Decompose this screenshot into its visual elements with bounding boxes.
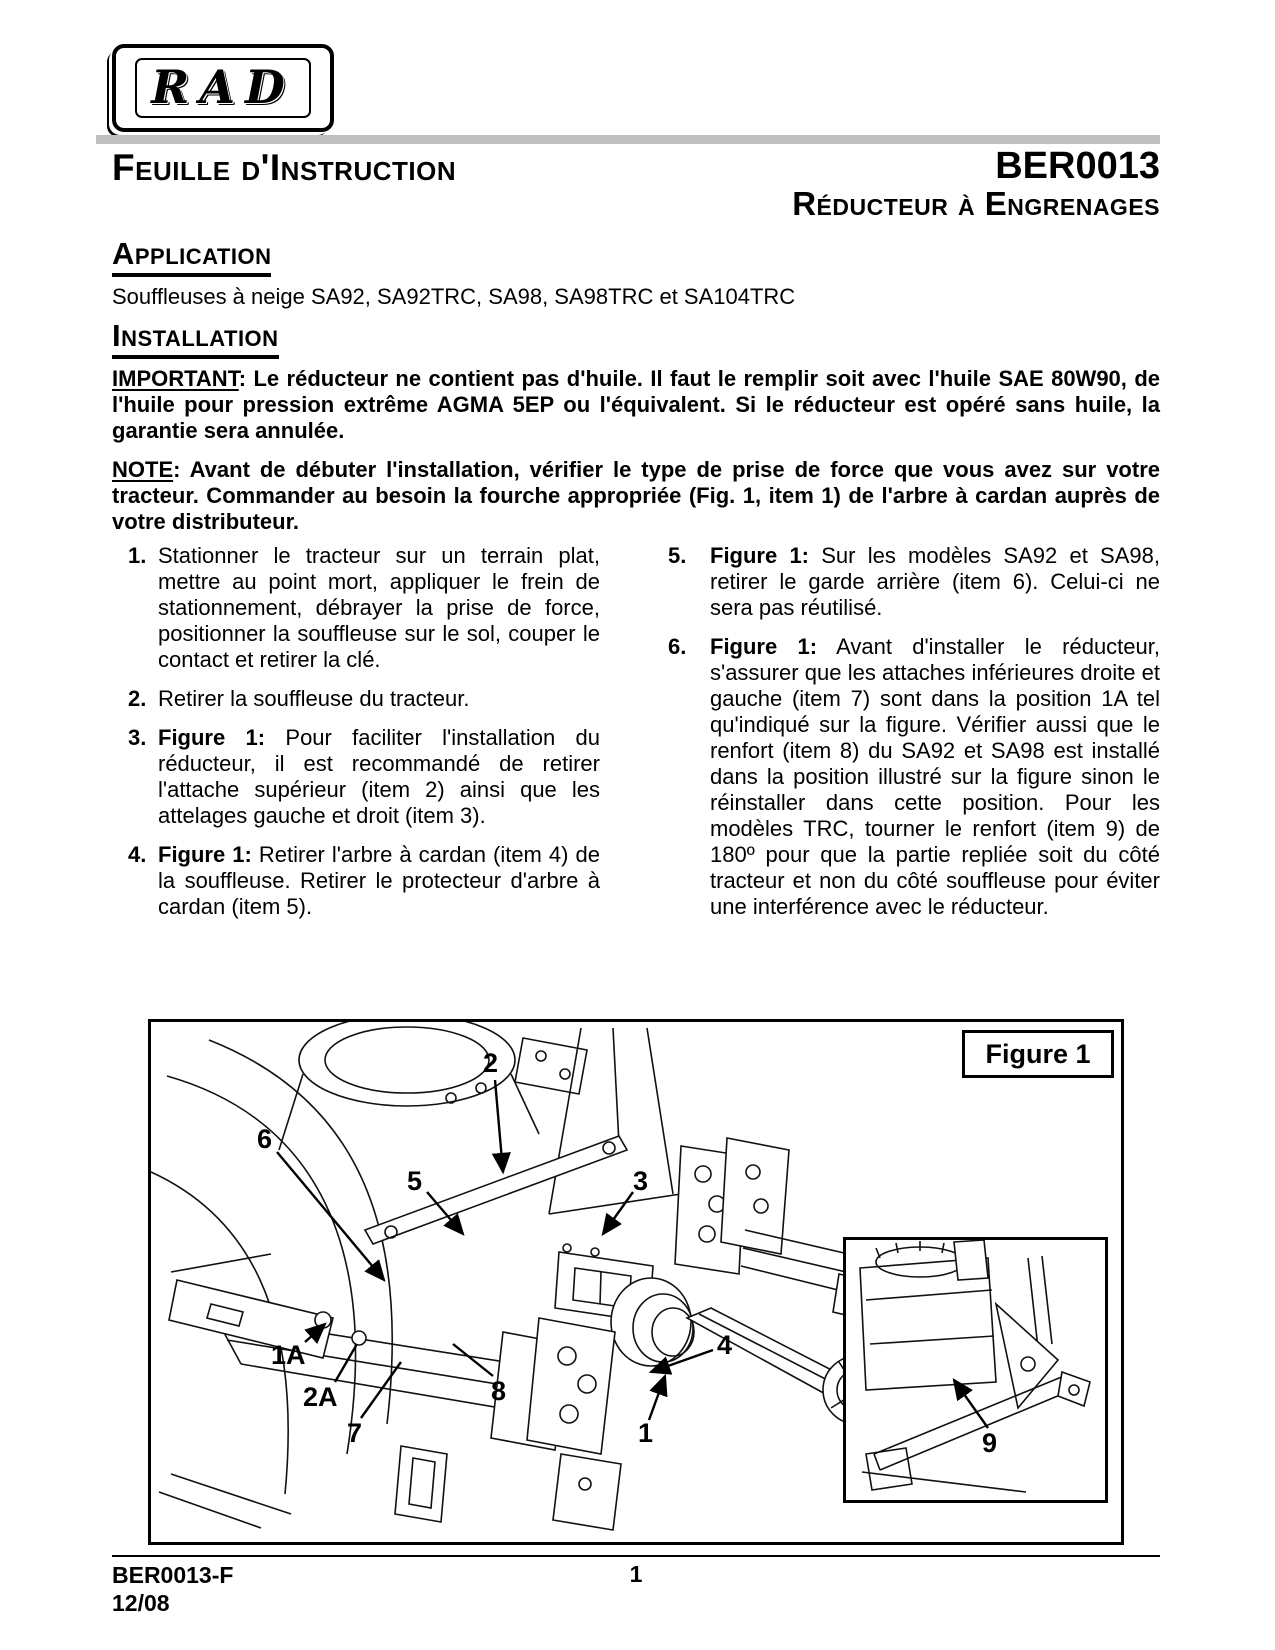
step-prefix: Figure 1: bbox=[710, 543, 810, 568]
callout-3: 3 bbox=[633, 1166, 649, 1196]
step-number: 5. bbox=[668, 543, 687, 568]
step-text: Pour faciliter l'installation du réducteur, il est recommandé de retirer l'attache supérieur (item 2) ainsi que les attelages gauche et droit (item 3). bbox=[158, 725, 600, 828]
step-5 bbox=[668, 543, 1160, 621]
step-number: 4. bbox=[128, 842, 147, 867]
callout-1A: 1A bbox=[271, 1340, 306, 1370]
step-text: Stationner le tracteur sur un terrain plat, mettre au point mort, appliquer le frein de stationnement, débrayer la prise de force, positionner la souffleuse sur le sol, couper le contact et retirer la clé. bbox=[158, 543, 600, 672]
callout-9: 9 bbox=[982, 1428, 998, 1458]
callout-2: 2 bbox=[483, 1048, 499, 1078]
note-text: : Avant de débuter l'installation, vérifier le type de prise de force que vous avez sur votre tracteur. Commander au besoin la fourche appropriée (Fig. 1, item 1) de l'arbre à cardan auprès de votre distributeur. bbox=[112, 457, 1160, 534]
callout-2A: 2A bbox=[303, 1382, 338, 1412]
application-heading: Application bbox=[112, 236, 271, 277]
footer-doc-code: BER0013-F bbox=[112, 1562, 234, 1588]
steps-column-right bbox=[668, 543, 1160, 933]
callout-1: 1 bbox=[638, 1418, 654, 1448]
rad-logo-text: RAD bbox=[135, 58, 311, 118]
callout-5: 5 bbox=[407, 1166, 423, 1196]
callout-4: 4 bbox=[717, 1330, 733, 1360]
step-prefix: Figure 1: bbox=[158, 842, 252, 867]
step-4 bbox=[112, 842, 600, 920]
steps-column-left bbox=[112, 543, 600, 933]
document-id-block bbox=[792, 147, 1160, 222]
step-1 bbox=[112, 543, 600, 673]
footer-rule bbox=[112, 1555, 1160, 1557]
callout-7: 7 bbox=[347, 1418, 363, 1448]
application-body: Souffleuses à neige SA92, SA92TRC, SA98, SA98TRC et SA104TRC bbox=[112, 284, 796, 309]
callout-8: 8 bbox=[491, 1376, 507, 1406]
step-number: 1. bbox=[128, 543, 147, 568]
step-text: Retirer l'arbre à cardan (item 4) de la souffleuse. Retirer le protecteur d'arbre à cardan (item 5). bbox=[158, 842, 600, 919]
figure-1-frame bbox=[148, 1019, 1124, 1545]
important-label: IMPORTANT bbox=[112, 366, 239, 391]
document-subtitle: Réducteur à Engrenages bbox=[792, 184, 1160, 222]
inset-drawing bbox=[860, 1240, 1090, 1492]
step-3 bbox=[112, 725, 600, 829]
step-text: Avant d'installer le réducteur, s'assurer que les attaches inférieures droite et gauche (item 7) sont dans la position 1A tel qu'indiqué sur la figure. Vérifier aussi que le renfort (item 8) du SA92 et SA98 est installé dans la position illustré sur la figure sinon le réinstaller dans cette position. Pour les modèles TRC, tourner le renfort (item 9) de 180º pour que la partie repliée soit du côté tracteur et non du côté souffleuse pour éviter une interférence avec le réducteur. bbox=[710, 634, 1160, 919]
document-number: BER0013 bbox=[995, 145, 1160, 187]
header-separator-bar bbox=[96, 135, 1160, 144]
step-number: 2. bbox=[128, 686, 147, 711]
installation-heading: Installation bbox=[112, 318, 279, 359]
figure-inset-drawing bbox=[846, 1240, 1105, 1500]
rad-logo bbox=[112, 44, 334, 132]
footer-date: 12/08 bbox=[112, 1590, 170, 1616]
figure-inset-box bbox=[843, 1237, 1108, 1503]
step-text: Sur les modèles SA92 et SA98, retirer le garde arrière (item 6). Celui-ci ne sera pas réutilisé. bbox=[710, 543, 1160, 620]
important-paragraph bbox=[112, 366, 1160, 444]
note-paragraph bbox=[112, 457, 1160, 535]
note-label: NOTE bbox=[112, 457, 174, 482]
step-number: 6. bbox=[668, 634, 687, 659]
callout-6: 6 bbox=[257, 1124, 273, 1154]
callout-9-line bbox=[954, 1380, 988, 1428]
important-text: : Le réducteur ne contient pas d'huile. Il faut le remplir soit avec l'huile SAE 80W90, de l'huile pour pression extrême AGMA 5EP ou l'équivalent. Si le réducteur est opéré sans huile, la garantie sera annulée. bbox=[112, 366, 1160, 443]
step-2 bbox=[112, 686, 600, 712]
footer-page-number: 1 bbox=[629, 1561, 643, 1587]
step-prefix: Figure 1: bbox=[710, 634, 818, 659]
figure-1-label: Figure 1 bbox=[962, 1030, 1114, 1078]
step-text: Retirer la souffleuse du tracteur. bbox=[158, 686, 470, 711]
step-6 bbox=[668, 634, 1160, 920]
snowblower-drawing bbox=[151, 1022, 961, 1530]
page-title: Feuille d'Instruction bbox=[112, 147, 457, 188]
step-number: 3. bbox=[128, 725, 147, 750]
step-prefix: Figure 1: bbox=[158, 725, 266, 750]
